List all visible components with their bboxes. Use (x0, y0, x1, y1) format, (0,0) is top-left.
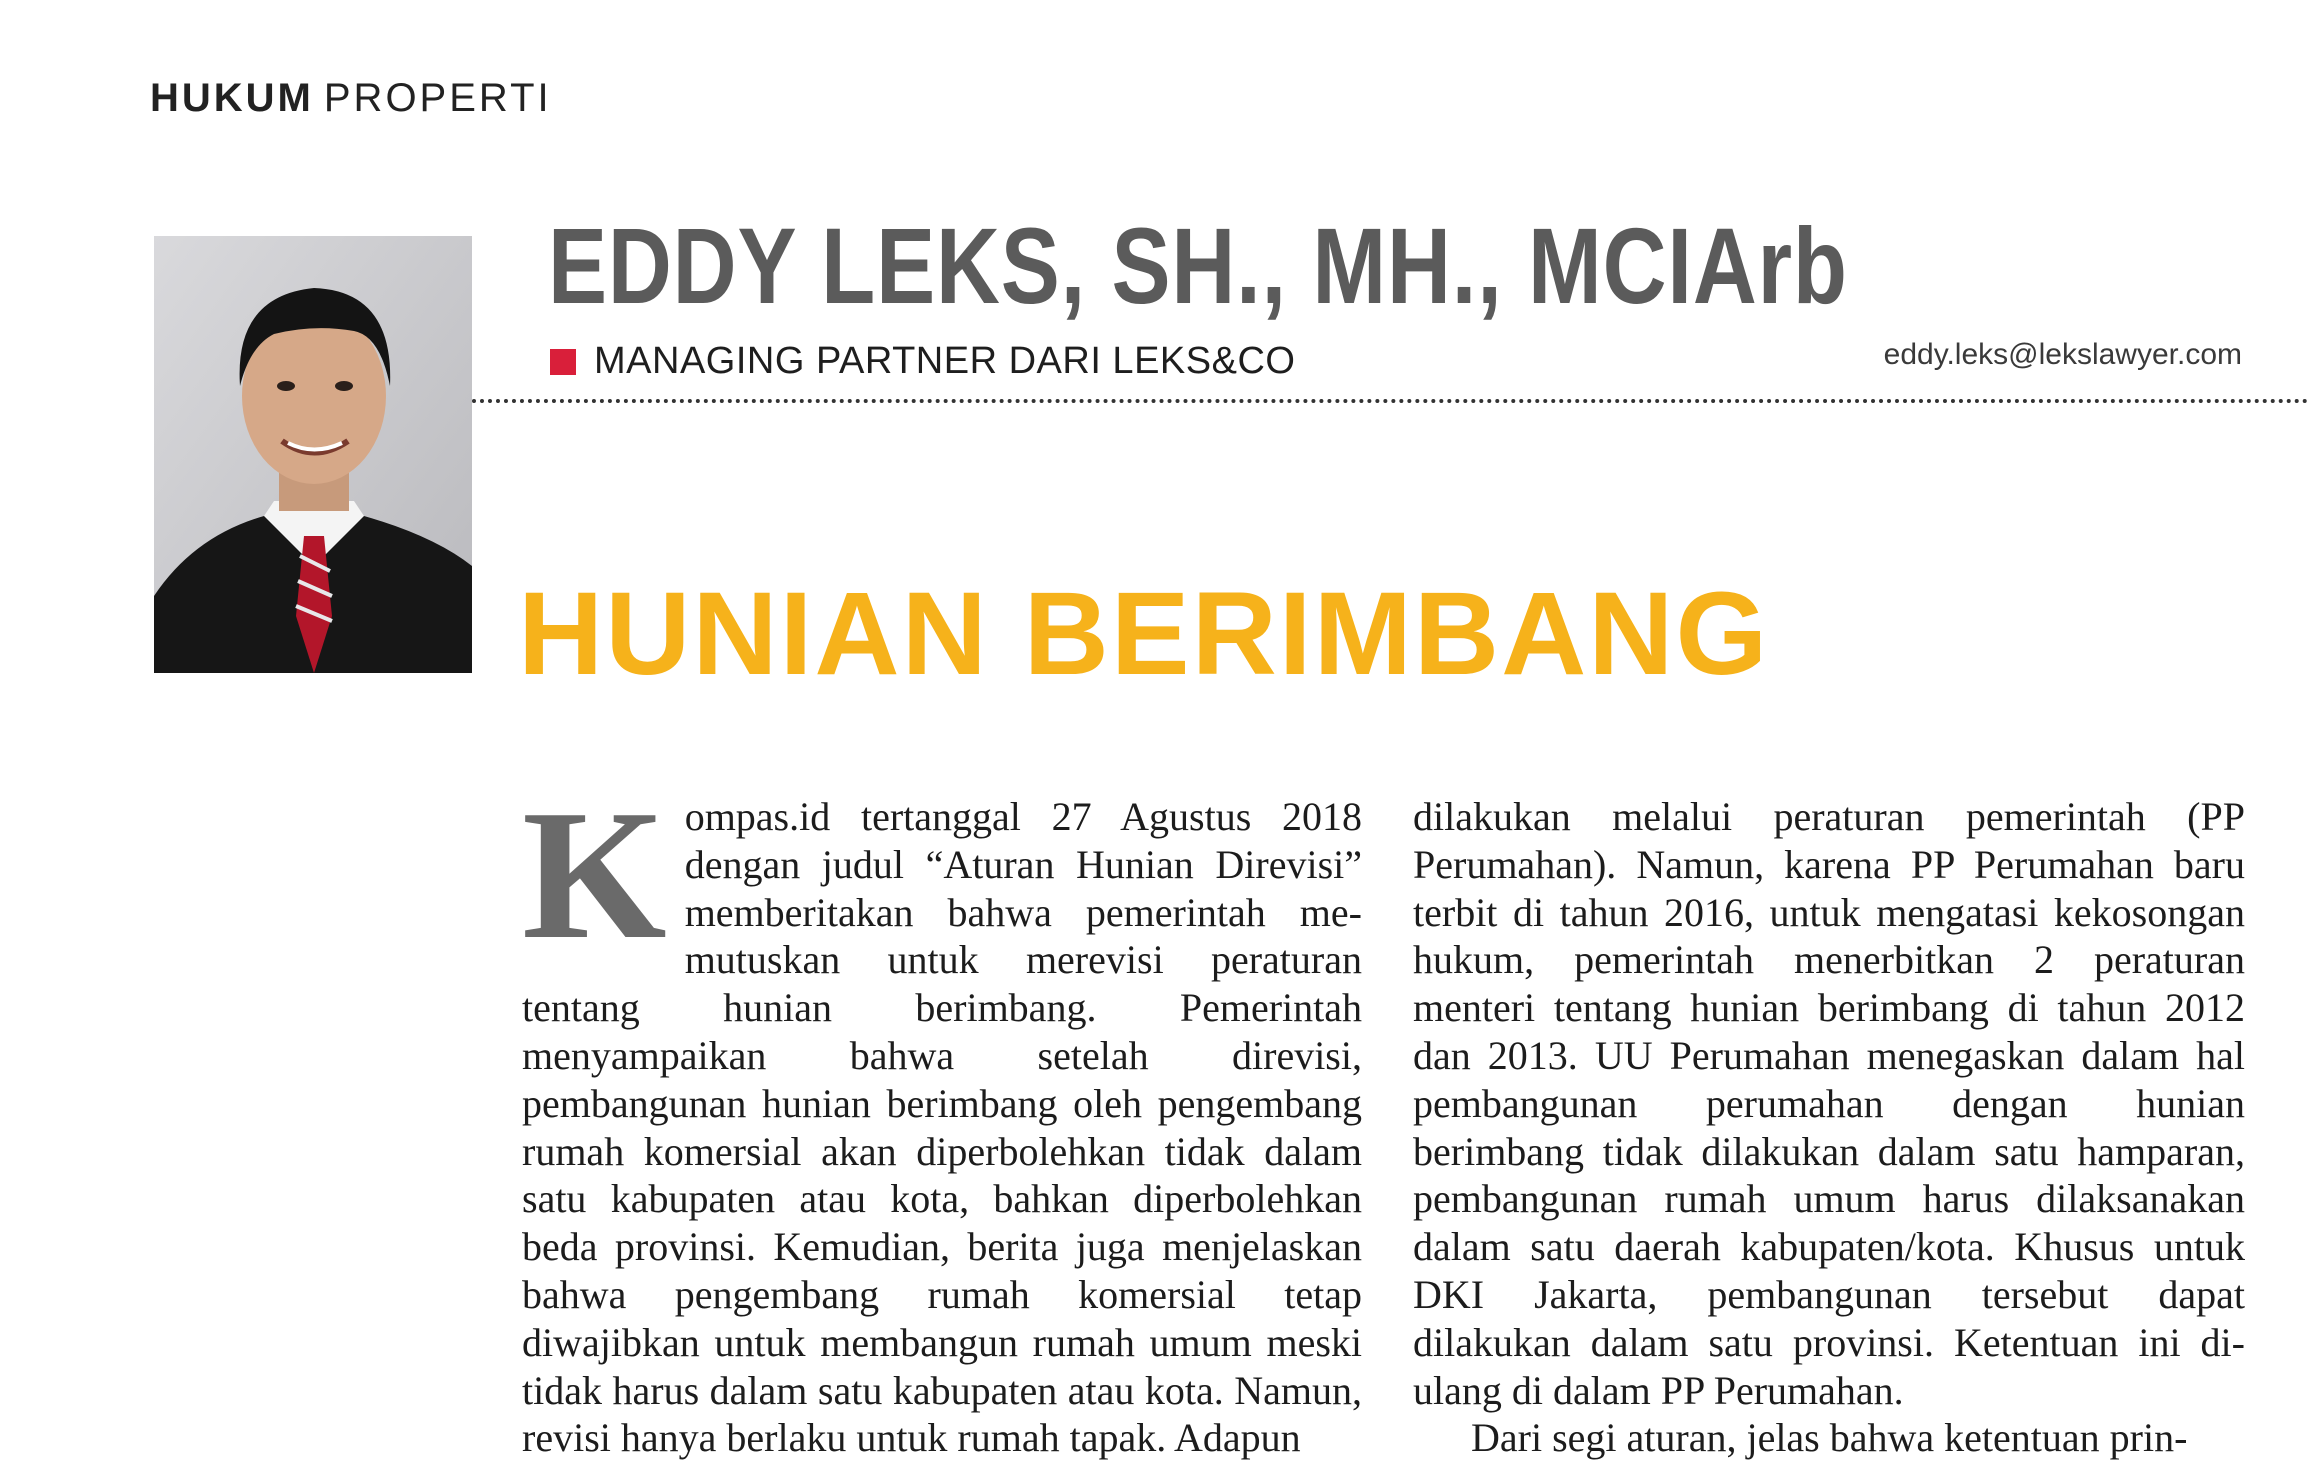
article-column-2 (1413, 793, 2245, 1462)
red-square-marker-icon (550, 349, 576, 375)
column-2-paragraph-1: dilakukan melalui peraturan pemerintah (PP Perumahan). Namun, karena PP Perumahan baru terbit di tahun 2016, untuk mengatasi kekosongan hukum, pemerintah menerbitkan 2 peraturan menteri tentang hunian berimbang di tahun 2012 dan 2013. UU Perumahan menegaskan dalam hal pembangunan perumahan dengan hunian berimbang tidak dilakukan dalam satu hamparan, pembangunan rumah umum harus dilaksanakan dalam satu daerah kabupaten/kota. Khusus untuk DKI Jakarta, pembangunan tersebut dapat dilakukan dalam satu provinsi. Ketentuan ini diulang di dalam PP Perumahan. (1413, 794, 2245, 1413)
section-label-light: PROPERTI (323, 76, 552, 120)
article-column-1 (522, 772, 1362, 1462)
author-role-text: MANAGING PARTNER DARI LEKS&CO (594, 340, 1296, 382)
author-role (550, 340, 1295, 383)
dotted-divider (472, 399, 2309, 403)
article-title: HUNIAN BERIMBANG (518, 568, 1770, 700)
author-name: EDDY LEKS, SH., MH., MCIArb (548, 205, 1848, 326)
section-label-bold: HUKUM (150, 76, 314, 120)
author-photo (154, 236, 472, 673)
column-2-paragraph-2: Dari segi aturan, jelas bahwa ketentuan prin- (1471, 1415, 2188, 1461)
section-label (150, 76, 552, 121)
drop-cap: K (522, 772, 667, 978)
column-1-text: ompas.id tertanggal 27 Agustus 2018 dengan judul “Aturan Hunian Direvisi” memberitakan bahwa pemerintah memutuskan untuk merevisi peraturan tentang hunian berimbang. Pemerintah menyampaikan bahwa setelah direvisi, pembangunan hunian berimbang oleh pengembang rumah komersial akan diperbolehkan tidak dalam satu kabupaten atau kota, bahkan diperbolehkan beda provinsi. Kemudian, berita juga menjelaskan bahwa pengembang rumah komersial tetap diwajibkan untuk membangun rumah umum meski tidak harus dalam satu kabupaten atau kota. Namun, revisi hanya berlaku untuk rumah tapak. Adapun (522, 794, 1362, 1461)
author-email[interactable]: eddy.leks@lekslawyer.com (1883, 338, 2242, 371)
